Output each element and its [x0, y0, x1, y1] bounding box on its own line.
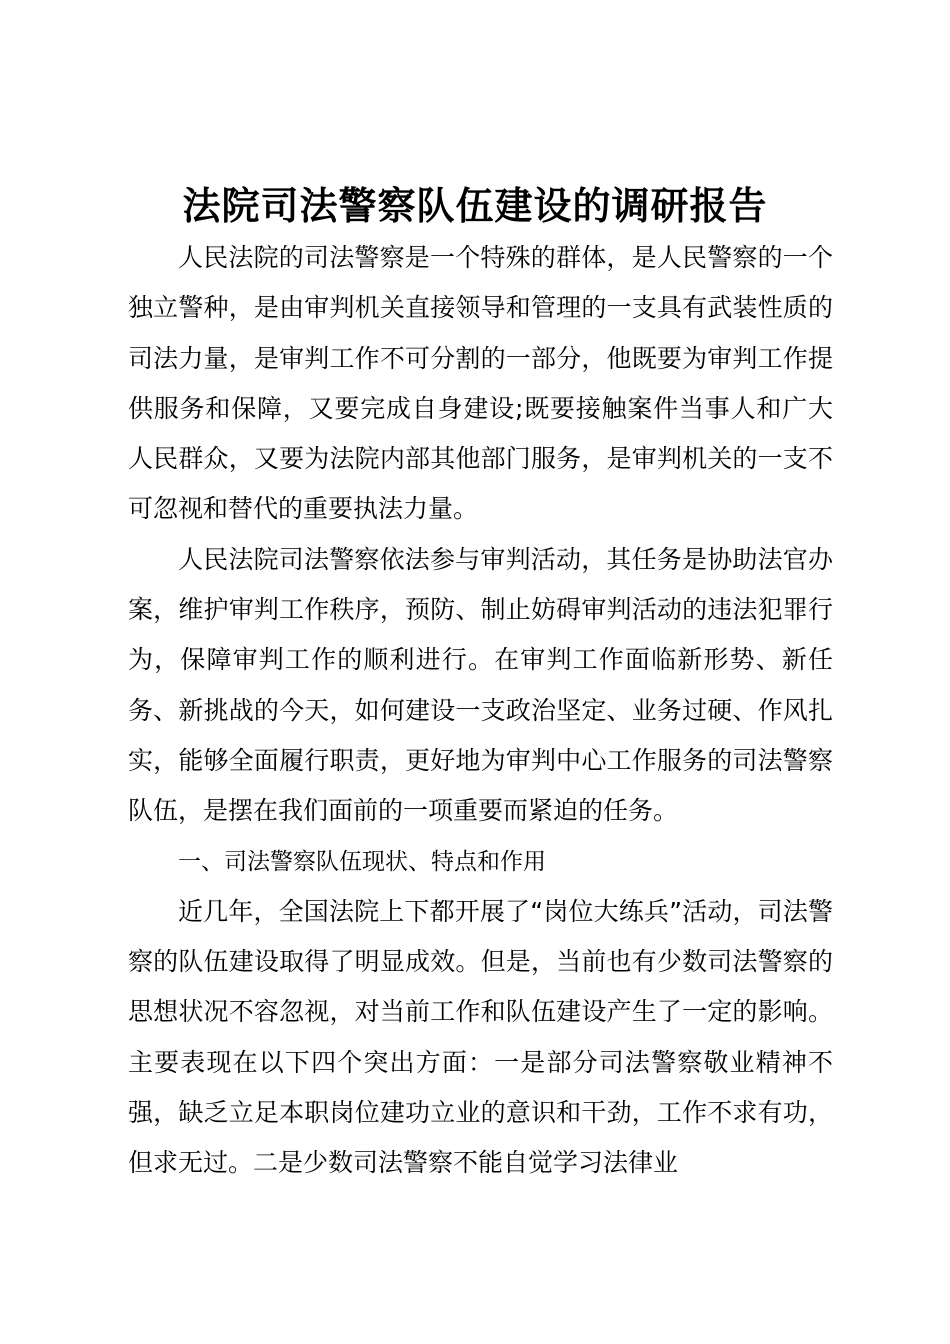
document-title: 法院司法警察队伍建设的调研报告 — [182, 183, 768, 228]
document-body — [128, 233, 833, 1189]
section-heading: 一、司法警察队伍现状、特点和作用 — [178, 848, 546, 875]
paragraph-tasks: 人民法院司法警察依法参与审判活动，其任务是协助法官办案，维护审判工作秩序，预防、制止妨碍审判活动的违法犯罪行为，保障审判工作的顺利进行。在审判工作面临新形势、新任务、新挑战的今天，如何建设一支政治坚定、业务过硬、作风扎实，能够全面履行职责，更好地为审判中心工作服务的司法警察队伍，是摆在我们面前的一项重要而紧迫的任务。 — [128, 544, 833, 826]
paragraph-status: 近几年，全国法院上下都开展了“岗位大练兵”活动，司法警察的队伍建设取得了明显成效。但是，当前也有少数司法警察的思想状况不容忽视，对当前工作和队伍建设产生了一定的影响。主要表现在以下四个突出方面：一是部分司法警察敬业精神不强，缺乏立足本职岗位建功立业的意识和干劲，工作不求有功，但求无过。二是少数司法警察不能自觉学习法律业 — [128, 896, 833, 1178]
paragraph-intro: 人民法院的司法警察是一个特殊的群体，是人民警察的一个独立警种，是由审判机关直接领导和管理的一支具有武装性质的司法力量，是审判工作不可分割的一部分，他既要为审判工作提供服务和保障，又要完成自身建设;既要接触案件当事人和广大人民群众，又要为法院内部其他部门服务，是审判机关的一支不可忽视和替代的重要执法力量。 — [128, 243, 833, 524]
